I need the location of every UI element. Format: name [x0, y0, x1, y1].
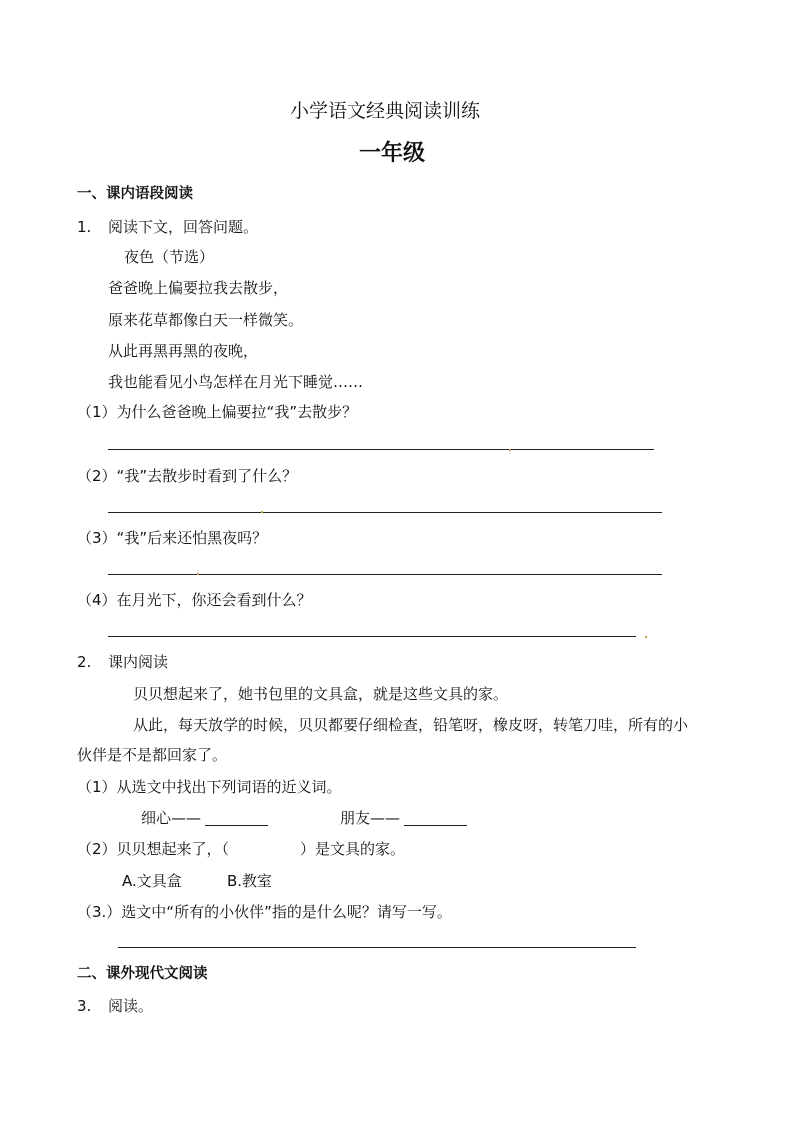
option-b: B.教室 — [227, 872, 273, 890]
answer-line-2-3[interactable] — [118, 947, 636, 948]
poem-line-1: 爸爸晚上偏要拉我去散步， — [108, 279, 289, 297]
poem-title: 夜色（节选） — [124, 248, 215, 266]
passage-paragraph-2: 从此，每天放学的时候，贝贝都要仔细检查，铅笔呀，橡皮呀，转笔刀哇，所有的小 — [133, 716, 689, 734]
passage-paragraph-1: 贝贝想起来了，她书包里的文具盒，就是这些文具的家。 — [133, 685, 509, 703]
question-1-instruction: 阅读下文，回答问题。 — [108, 218, 259, 236]
question-2-instruction: 课内阅读 — [108, 653, 169, 671]
section-1-heading: 一、课内语段阅读 — [77, 186, 193, 202]
question-3-text: 阅读。 — [108, 997, 154, 1015]
synonym-word-2: 朋友—— — [340, 809, 401, 827]
answer-line-1-3[interactable] — [108, 574, 662, 575]
question-2-number: 2. — [77, 653, 92, 671]
sub-question-1-1: （1）为什么爸爸晚上偏要拉“我”去散步？ — [77, 403, 358, 421]
sub-question-1-3: （3）“我”后来还怕黑夜吗？ — [77, 529, 268, 547]
answer-line-mark — [509, 449, 511, 451]
sub-question-1-4: （4）在月光下，你还会看到什么？ — [77, 591, 312, 609]
synonym-word-1: 细心—— — [141, 809, 202, 827]
page-title: 小学语文经典阅读训练 — [290, 100, 481, 122]
sub-question-2-2-start: （2）贝贝想起来了，（ — [77, 840, 230, 858]
answer-line-mark — [261, 511, 263, 513]
question-1-number: 1. — [77, 218, 92, 236]
synonym-blank-2[interactable] — [404, 825, 467, 826]
sub-question-1-2: （2）“我”去散步时看到了什么？ — [77, 467, 298, 485]
answer-line-mark — [645, 636, 647, 638]
grade-heading: 一年级 — [359, 141, 426, 166]
sub-question-2-3: （3.）选文中“所有的小伙伴”指的是什么呢？请写一写。 — [77, 903, 452, 921]
answer-line-1-1[interactable] — [108, 449, 654, 450]
sub-question-2-1: （1）从选文中找出下列词语的近义词。 — [77, 778, 342, 796]
poem-line-4: 我也能看见小鸟怎样在月光下睡觉…… — [108, 373, 364, 391]
answer-line-mark — [197, 573, 199, 575]
option-a: A.文具盒 — [122, 872, 182, 890]
sub-question-2-2-end: ）是文具的家。 — [300, 840, 406, 858]
poem-line-2: 原来花草都像白天一样微笑。 — [108, 311, 304, 329]
synonym-blank-1[interactable] — [205, 825, 268, 826]
passage-paragraph-2-cont: 伙伴是不是都回家了。 — [77, 746, 228, 764]
question-3-number: 3. — [77, 997, 92, 1015]
section-2-heading: 二、课外现代文阅读 — [77, 966, 208, 982]
poem-line-3: 从此再黑再黑的夜晚， — [108, 342, 259, 360]
answer-line-1-4[interactable] — [108, 636, 636, 637]
answer-line-1-2[interactable] — [108, 512, 662, 513]
